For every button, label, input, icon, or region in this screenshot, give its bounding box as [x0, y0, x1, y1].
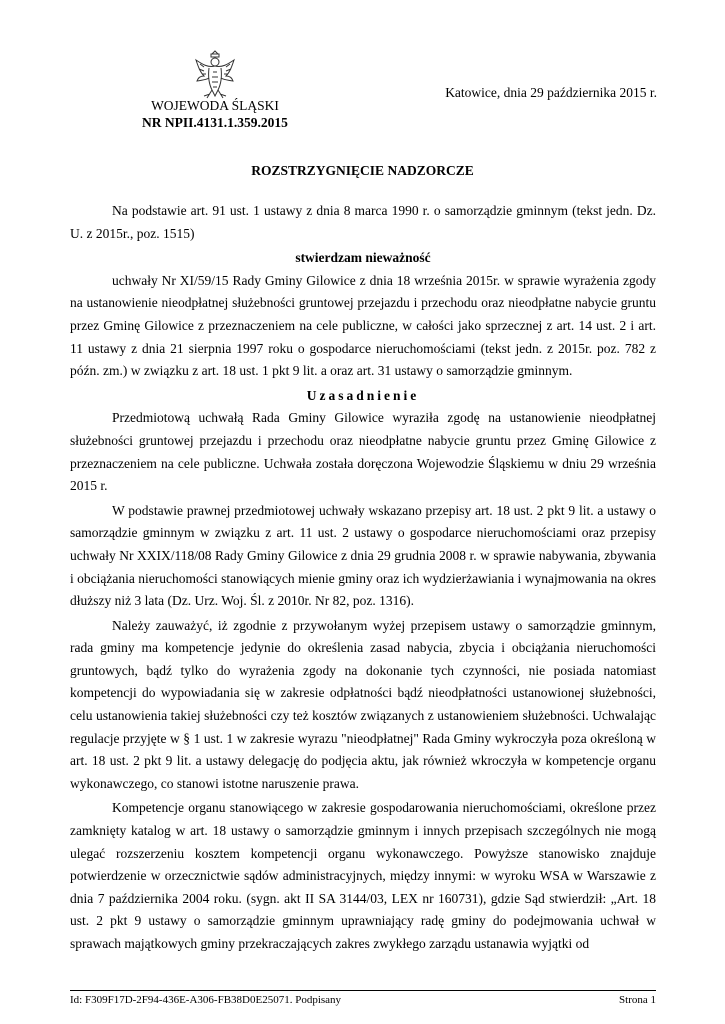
polish-eagle-emblem-icon	[192, 50, 238, 102]
justification-heading: Uzasadnienie	[306, 387, 420, 403]
justification-paragraph: Należy zauważyć, iż zgodnie z przywołanym wyżej przepisem ustawy o samorządzie gminnym, rada gminy ma kompetencje jedynie do określenia zasad nabycia, zbycia i obciążania nieruchomości gruntowych, bądź tylko do wyrażenia zgody na dokonanie tych czynności, nie posiada natomiast kompetencji do wypowiadania się w zakresie odpłatności bądź nieodpłatności ustanowionej służebności, celu ustanowienia takiej służebności czy też kosztów związanych z ustanowieniem służebności. Uchwalając regulacje przyjęte w § 1 ust. 1 w zakresie wyrazu "nieodpłatnej" Rada Gminy wykroczyła poza określoną w art. 18 ust. 2 pkt 9 lit. a ustawy delegację do podjęcia aktu, jak również wkroczyła w kompetencje organu wykonawczego, co stanowi istotne naruszenie prawa.	[70, 617, 656, 791]
document-number: NR NPII.4131.1.359.2015	[142, 115, 288, 130]
document-title: ROZSTRZYGNIĘCIE NADZORCZE	[251, 163, 474, 178]
place-and-date: Katowice, dnia 29 października 2015 r.	[445, 85, 657, 100]
issuer-name: WOJEWODA ŚLĄSKI	[151, 98, 279, 113]
legal-basis-paragraph: Na podstawie art. 91 ust. 1 ustawy z dnia 8 marca 1990 r. o samorządzie gminnym (tekst jedn. Dz. U. z 2015r., poz. 1515)	[70, 203, 656, 241]
decision-paragraph: uchwały Nr XI/59/15 Rady Gminy Gilowice z dnia 18 września 2015r. w sprawie wyrażenia zgody na ustanowienie nieodpłatnej służebności gruntowej przejazdu i przechodu oraz nieodpłatne nabycie gruntu przez Gminę Gilowice z przeznaczeniem na cele publiczne, w całości jako sprzecznej z art. 14 ust. 2 i art. 11 ustawy z dnia 21 sierpnia 1997 roku o gospodarce nieruchomościami (tekst jedn. z 2015r. poz. 782 z późn. zm.) w związku z art. 18 ust. 1 pkt 9 lit. a oraz art. 31 ustawy o samorządzie gminnym.	[70, 272, 656, 379]
document-id: Id: F309F17D-2F94-436E-A306-FB38D0E25071. Podpisany	[70, 994, 342, 1006]
footer-divider	[70, 990, 656, 991]
decision-heading: stwierdzam nieważność	[295, 250, 431, 266]
issuer-block	[120, 97, 310, 131]
justification-paragraph: Przedmiotową uchwałą Rada Gminy Gilowice wyraziła zgodę na ustanowienie nieodpłatnej służebności gruntowej przejazdu i przechodu oraz nieodpłatne nabycie gruntu przez Gminę Gilowice z przeznaczeniem na cele publiczne. Uchwała została doręczona Wojewodzie Śląskiemu w dniu 29 września 2015 r.	[70, 410, 656, 494]
justification-paragraph: W podstawie prawnej przedmiotowej uchwały wskazano przepisy art. 18 ust. 2 pkt 9 lit. a ustawy o samorządzie gminnym w związku z art. 11 ust. 2 ustawy o gospodarce nieruchomościami oraz przepisy uchwały Nr XXIX/118/08 Rady Gminy Gilowice z dnia 29 grudnia 2008 r. w sprawie nabywania, zbywania i obciążania nieruchomości stanowiących mienie gminy oraz ich wydzierżawiania i wynajmowania na okres dłuższy niż 3 lata (Dz. Urz. Woj. Śl. z 2010r. Nr 82, poz. 1316).	[70, 502, 656, 609]
document-body	[70, 200, 656, 956]
page-number: Strona 1	[619, 994, 656, 1006]
justification-paragraph: Kompetencje organu stanowiącego w zakresie gospodarowania nieruchomościami, określone przez zamknięty katalog w art. 18 ustawy o samorządzie gminnym i innych przepisach szczególnych nie mogą ulegać rozszerzeniu kosztem kompetencji organu wykonawczego. Powyższe stanowisko znajduje potwierdzenie w orzecznictwie sądów administracyjnych, między innymi: w wyroku WSA w Warszawie z dnia 7 października 2004 roku. (sygn. akt II SA 3144/03, LEX nr 160731), gdzie Sąd stwierdził: „Art. 18 ust. 2 pkt 9 ustawy o samorządzie gminnym uprawniający radę gminy do podejmowania uchwał w sprawach majątkowych gminy przekraczających zakres zwykłego zarządu ustanawia wyjątki od	[70, 800, 656, 951]
